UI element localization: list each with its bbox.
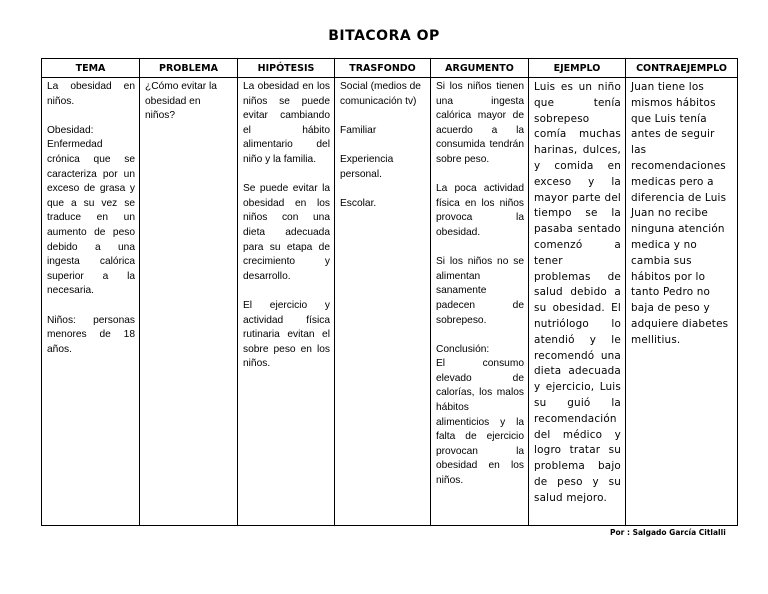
header-problema: PROBLEMA: [140, 59, 238, 78]
header-tema: TEMA: [42, 59, 140, 78]
ejemplo-text: Luis es un niño que tenía sobrepeso comía muchas harinas, dulces, y comida en exceso y la mayor parte del tiempo se la pasaba sentado comenzó a tener problemas de salud debido a su obesidad. El nutriólogo lo atendió y le recomendó una dieta adecuada y ejercicio, Luis su guió la recomendación del médico y logro tratar su problema bajo de peso y su salud mejoro.: [534, 81, 621, 504]
content-row: [42, 78, 738, 526]
cell-contraejemplo: [626, 78, 738, 526]
cell-trasfondo: [335, 78, 431, 526]
contraejemplo-text: Juan tiene los mismos hábitos que Luis tenía antes de seguir las recomendaciones medicas pero a diferencia de Luis Juan no recibe ninguna atención medica y no cambia sus hábitos por lo tanto Pedro no baja de peso y adquiere diabetes mellitius.: [631, 81, 729, 346]
header-argumento: ARGUMENTO: [431, 59, 529, 78]
cell-ejemplo: [529, 78, 626, 526]
cell-hipotesis: [238, 78, 335, 526]
bitacora-table: [41, 58, 738, 526]
hipotesis-text: La obesidad en los niños se puede evitar cambiando el hábito alimentario del niño y la familia. Se puede evitar la obesidad en los niños con una dieta adecuada para su etapa de crecimiento y desarrollo. El ejercicio y actividad física rutinaria evitan el sobre peso en los niños.: [243, 81, 330, 370]
header-ejemplo: EJEMPLO: [529, 59, 626, 78]
header-trasfondo: TRASFONDO: [335, 59, 431, 78]
trasfondo-text: Social (medios de comunicación tv) Familiar Experiencia personal. Escolar.: [340, 81, 421, 209]
argumento-text: Si los niños tienen una ingesta calórica mayor de acuerdo a la consumida tendrán sobre peso. La poca actividad física en los niños provoca la obesidad. Si los niños no se alimentan sanamente padecen de sobrepeso. Conclusión: El consumo elevado de calorías, los malos hábitos alimenticios y la falta de ejercicio provocan la obesidad en los niños.: [436, 81, 524, 487]
page-title: BITACORA OP: [328, 28, 440, 44]
header-hipotesis: HIPÓTESIS: [238, 59, 335, 78]
author-credit: Por : Salgado García Citlalli: [610, 528, 726, 537]
cell-tema: [42, 78, 140, 526]
cell-problema: [140, 78, 238, 526]
problema-text: ¿Cómo evitar la obesidad en niños?: [145, 81, 217, 122]
header-contraejemplo: CONTRAEJEMPLO: [626, 59, 738, 78]
tema-text: La obesidad en niños. Obesidad: Enfermedad crónica que se caracteriza por un exceso de grasa y que a su vez se traduce en un aumento de peso debido a una ingesta calórica superior a la necesaria. Niños: personas menores de 18 años.: [47, 81, 135, 355]
cell-argumento: [431, 78, 529, 526]
header-row: [42, 59, 738, 78]
